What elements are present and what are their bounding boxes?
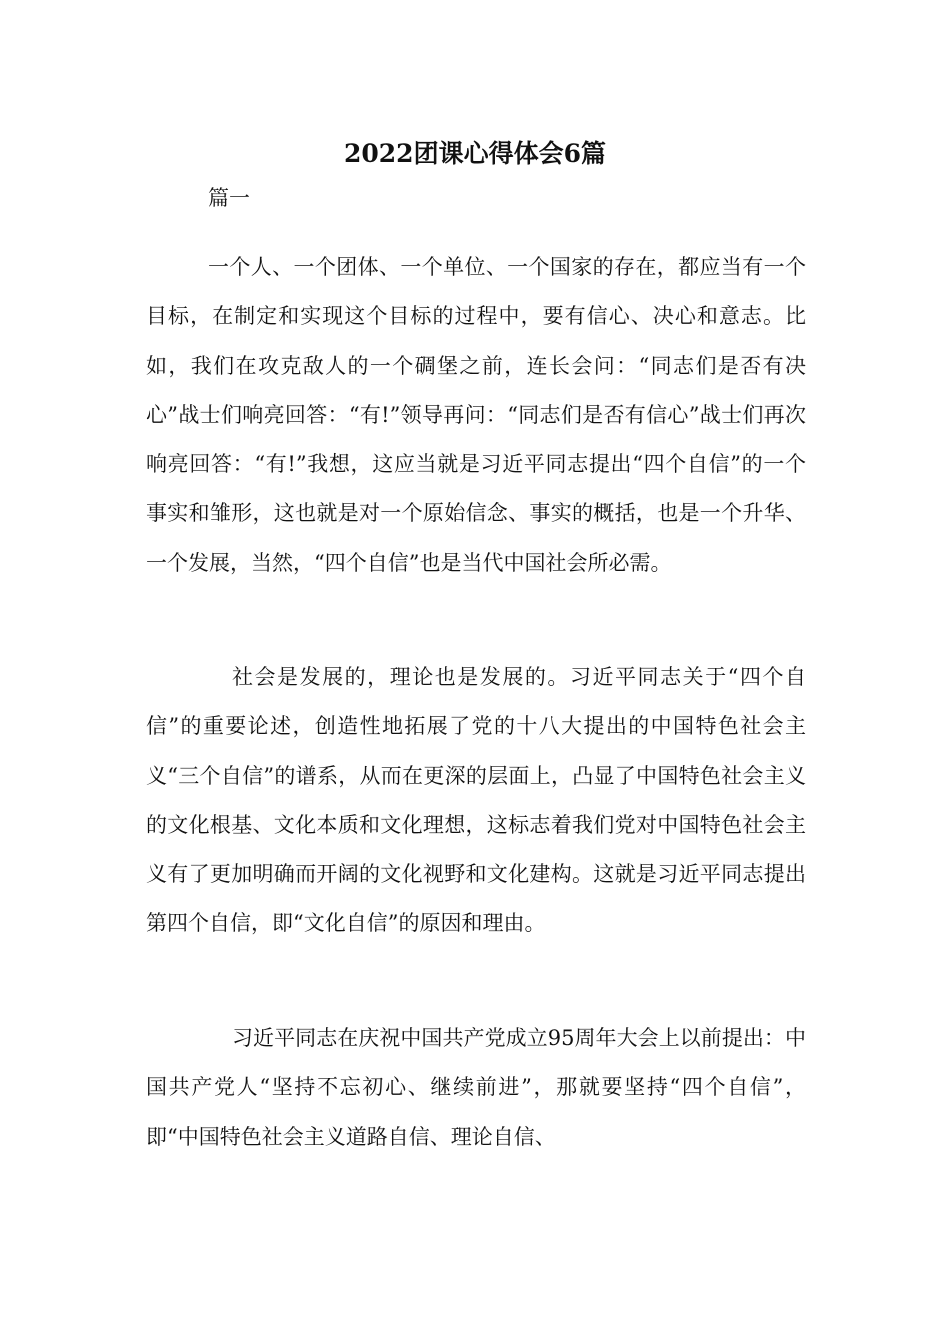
- paragraph-1: 一个人、一个团体、一个单位、一个国家的存在，都应当有一个目标，在制定和实现这个目标的过程中，要有信心、决心和意志。比如，我们在攻克敌人的一个碉堡之前，连长会问：“同志们是否有决心”战士们响亮回答：“有!”领导再问：“同志们是否有信心”战士们再次响亮回答：“有!”我想，这应当就是习近平同志提出“四个自信”的一个事实和雏形，这也就是对一个原始信念、事实的概括，也是一个升华、一个发展，当然，“四个自信”也是当代中国社会所必需。: [146, 255, 806, 575]
- paragraph-2: 社会是发展的，理论也是发展的。习近平同志关于“四个自信”的重要论述，创造性地拓展了党的十八大提出的中国特色社会主义“三个自信”的谱系，从而在更深的层面上，凸显了中国特色社会主义的文化根基、文化本质和文化理想，这标志着我们党对中国特色社会主义有了更加明确而开阔的文化视野和文化建构。这就是习近平同志提出第四个自信，即“文化自信”的原因和理由。: [146, 665, 806, 936]
- section-label: 篇一: [208, 186, 250, 210]
- document-title: 2022团课心得体会6篇: [344, 139, 606, 168]
- paragraph-3: 习近平同志在庆祝中国共产党成立95周年大会上以前提出：中国共产党人“坚持不忘初心、继续前进”，那就要坚持“四个自信”，即“中国特色社会主义道路自信、理论自信、: [146, 1026, 806, 1149]
